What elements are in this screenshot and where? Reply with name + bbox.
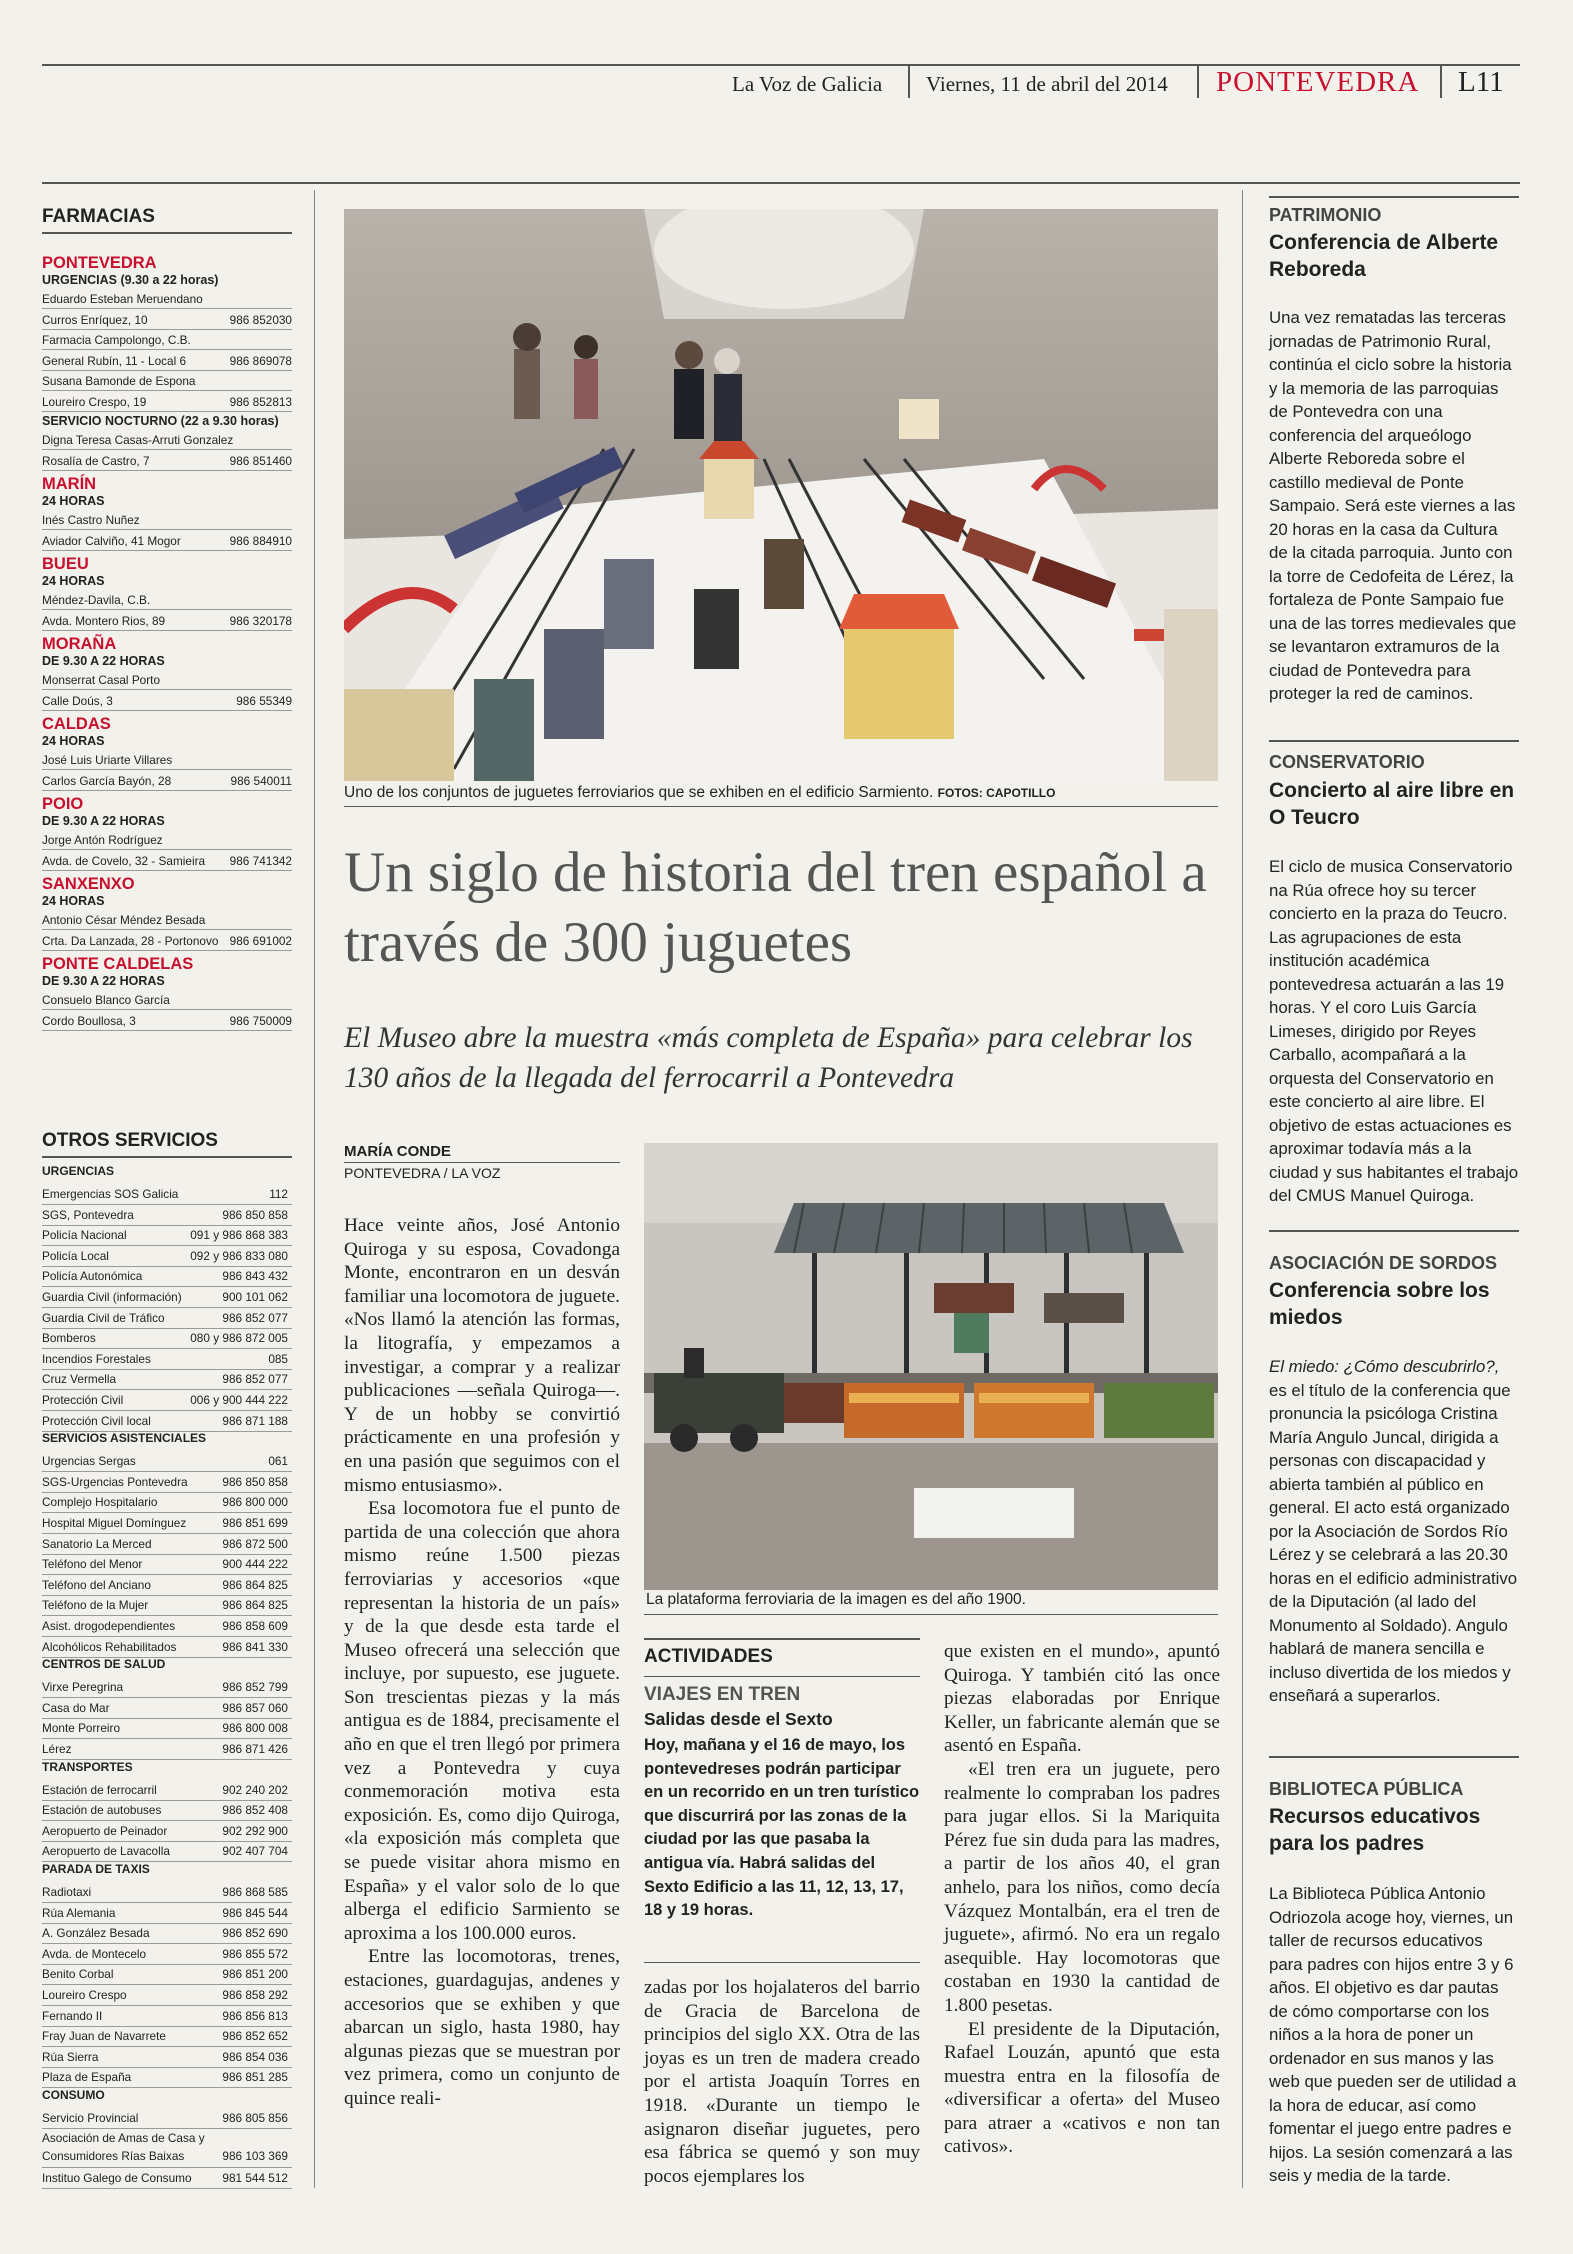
service-row xyxy=(42,1184,292,1205)
service-phone: 902 407 704 xyxy=(222,1844,288,1859)
service-name: Alcohólicos Rehabilitados xyxy=(42,1639,177,1654)
service-phone: 986 852 652 xyxy=(222,2029,288,2044)
pharmacy-hours-label: DE 9.30 A 22 HORAS xyxy=(42,974,165,988)
service-name: Protección Civil xyxy=(42,1393,124,1407)
service-row xyxy=(42,1903,292,1924)
brief-separator xyxy=(1269,1230,1519,1232)
pharmacy-row-phone: 986 320178 xyxy=(229,613,292,628)
pharmacy-row-text: General Rubín, 11 - Local 6 xyxy=(42,353,187,368)
service-name: Hospital Miguel Domínguez xyxy=(42,1516,187,1530)
sidebox-subtitle: Salidas desde el Sexto xyxy=(644,1709,833,1729)
service-row xyxy=(42,1287,292,1308)
service-phone: 986 855 572 xyxy=(222,1946,288,1961)
pharmacy-row-phone: 986 691002 xyxy=(229,933,292,948)
service-name: Guardia Civil (información) xyxy=(42,1290,182,1304)
column-separator xyxy=(314,190,315,2188)
brief-headline-conservatorio: Concierto al aire libre en O Teucro xyxy=(1269,779,1515,829)
pharmacy-row-text: Farmacia Campolongo, C.B. xyxy=(42,333,191,347)
pharmacy-row-text: Inés Castro Nuñez xyxy=(42,513,140,527)
service-name: Policía Autonómica xyxy=(42,1269,143,1284)
service-row xyxy=(42,1616,292,1637)
pharmacy-row-text: Rosalía de Castro, 7 xyxy=(42,453,150,468)
caption-rule xyxy=(644,1614,1218,1615)
services-title: OTROS SERVICIOS xyxy=(42,1130,218,1151)
service-row xyxy=(42,2129,292,2168)
pharmacy-row-phone: 986 540011 xyxy=(230,773,292,788)
service-row xyxy=(42,1841,292,1862)
service-row xyxy=(42,2067,292,2088)
pharmacy-row xyxy=(42,332,292,350)
service-phone: 986 800 000 xyxy=(222,1495,288,1510)
service-row xyxy=(42,1492,292,1513)
service-name: Estación de autobuses xyxy=(42,1803,162,1818)
pharmacy-row xyxy=(42,312,292,330)
article-author: MARÍA CONDE xyxy=(344,1143,451,1160)
pharmacy-hours-label: SERVICIO NOCTURNO (22 a 9.30 horas) xyxy=(42,414,279,428)
pharmacy-row-text: Jorge Antón Rodríguez xyxy=(42,833,163,847)
photo1-caption xyxy=(344,784,1055,802)
services-category: CONSUMO xyxy=(42,2088,105,2102)
article-paragraph: Esa locomotora fue el punto de partida de una colección que ahora mismo reúne 1.500 piezas ferroviarias y accesorios «que representan la historia de un país» y de la que desde esta tarde el Museo ofrecerá una selección que incluye, por supuesto, ese juguete. Son trescientas piezas y la más antigua es de 1884, precisamente el año en que el tren llegó por primera vez a Pontevedra y cuya conmemoración motiva esta exposición. Es, como dijo Quiroga, «la exposición más completa que se puede visitar ahora mismo en España» y el valor solo de lo que alberga el edificio Sarmiento se aproxima a los 100.000 euros. xyxy=(344,1498,620,1944)
services-category: SERVICIOS ASISTENCIALES xyxy=(42,1431,207,1446)
pharmacy-row-text: Antonio César Méndez Besada xyxy=(42,913,206,927)
service-phone: 986 868 585 xyxy=(222,1885,288,1899)
header-divider xyxy=(908,66,910,98)
pharmacy-row-text: José Luis Uriarte Villares xyxy=(42,753,173,767)
article-headline: Un siglo de historia del tren español a través de 300 juguetes xyxy=(344,841,1207,974)
toy-train-exhibit-photo xyxy=(344,209,1218,781)
service-row xyxy=(42,1575,292,1596)
pharmacy-row xyxy=(42,512,292,530)
service-phone: 092 y 986 833 080 xyxy=(190,1248,288,1263)
pharmacy-row-text: Digna Teresa Casas-Arruti Gonzalez xyxy=(42,433,234,447)
article-paragraph: Hace veinte años, José Antonio Quiroga y su esposa, Covadonga Monte, encontraron en un desván familiar una locomotora de juguete. «Nos llamó la atención las formas, la litografía, y empezamos a investigar, a comprar y a realizar publicaciones —señala Quiroga—. Y de un hobby se convirtió prácticamente en una profesión y en una pasión que seguimos con el mismo entusiasmo». xyxy=(344,1215,620,1496)
pharmacy-row xyxy=(42,592,292,610)
photo1-caption-text: Uno de los conjuntos de juguetes ferroviarios que se exhiben en el edificio Sarmiento. xyxy=(344,784,934,801)
photo-credit: FOTOS: CAPOTILLO xyxy=(937,786,1056,800)
service-phone: 986 856 813 xyxy=(222,2008,288,2023)
pharmacy-row-phone: 986 884910 xyxy=(229,533,292,548)
brief-headline-biblioteca: Recursos educativos para los padres xyxy=(1269,1805,1481,1855)
service-phone: 986 843 432 xyxy=(222,1269,288,1284)
service-name: Cruz Vermella xyxy=(42,1372,117,1387)
article-subheadline: El Museo abre la muestra «más completa de España» para celebrar los 130 años de la llegada del ferrocarril a Pontevedra xyxy=(344,1022,1193,1094)
service-name: Benito Corbal xyxy=(42,1967,114,1982)
service-row xyxy=(42,1964,292,1985)
pharmacy-row-phone: 986 741342 xyxy=(229,853,292,868)
pharmacy-row xyxy=(42,432,292,450)
service-row xyxy=(42,1923,292,1944)
right-top-rule xyxy=(1269,196,1519,198)
service-row xyxy=(42,1698,292,1719)
pharmacy-hours-label: 24 HORAS xyxy=(42,734,105,748)
service-name: Virxe Peregrina xyxy=(42,1680,124,1695)
service-name: Rúa Sierra xyxy=(42,2049,99,2064)
pharmacy-row xyxy=(42,291,292,309)
service-row xyxy=(42,1882,292,1903)
pharmacy-row-text: Consuelo Blanco García xyxy=(42,993,170,1007)
service-name: Guardia Civil de Tráfico xyxy=(42,1310,165,1325)
header-divider xyxy=(1440,66,1442,98)
service-row xyxy=(42,1637,292,1658)
service-name: Policía Local xyxy=(42,1248,109,1263)
brief-headline-sordos: Conferencia sobre los miedos xyxy=(1269,1279,1490,1329)
service-row xyxy=(42,1554,292,1575)
pharmacy-row xyxy=(42,1013,292,1031)
pharmacy-town: POIO xyxy=(42,795,84,813)
article-place: PONTEVEDRA / LA VOZ xyxy=(344,1165,501,1181)
article-paragraph: «El tren era un juguete, pero realmente lo compraban los padres para jugar ellos. Si la Mariquita Pérez fue sin duda para las madres, a partir de los años 40, el gran anhelo, para los niños, como decía Vázquez Montalbán, era el tren de juguete», afirmó. No era un regalo asequible. Hay locomotoras que costaban en 1930 la cantidad de 1.800 pesetas. xyxy=(944,1758,1220,2016)
pharmacy-row xyxy=(42,353,292,371)
pharmacy-row-text: Susana Bamonde de Espona xyxy=(42,374,196,388)
article-column-3 xyxy=(944,1640,1220,2159)
service-phone: 986 871 188 xyxy=(222,1413,288,1428)
service-name: Casa do Mar xyxy=(42,1700,110,1715)
service-row xyxy=(42,1739,292,1760)
service-phone: 986 800 008 xyxy=(222,1721,288,1736)
brief-kicker-biblioteca: BIBLIOTECA PÚBLICA xyxy=(1269,1779,1464,1799)
brief-text-conservatorio: El ciclo de musica Conservatorio na Rúa ofrece hoy su tercer concierto en la praza do Teucro. Las agrupaciones de esta institución académica pontevedresa actuarán a las 19 horas. Y el coro Luis García Limeses, dirigido por Reyes Carballo, acompañará a la orquesta del Conservatorio en este concierto al aire libre. El objetivo de estas actuaciones es aproximar todavía más a la ciudad y sus habitantes el trabajo del CMUS Manuel Quiroga. xyxy=(1269,857,1519,1205)
services-title-rule xyxy=(42,1156,292,1158)
service-phone: 986 852 690 xyxy=(222,1926,288,1941)
pharmacy-row-text: Carlos García Bayón, 28 xyxy=(42,773,172,788)
service-row xyxy=(42,1328,292,1349)
article-paragraph: zadas por los hojalateros del barrio de Gracia de Barcelona de principios del siglo XX. Otra de las joyas es un tren de madera creado por el artista Joaquín Torres en 1918. «Durante un tiempo le asignaron diseñar juguetes, pero esa fábrica se quemó y son muy pocos ejemplares los xyxy=(644,1977,920,2187)
service-name: Monte Porreiro xyxy=(42,1721,121,1736)
service-name: Estación de ferrocarril xyxy=(42,1782,157,1797)
service-name: Urgencias Sergas xyxy=(42,1454,136,1469)
service-row xyxy=(42,1718,292,1739)
service-row xyxy=(42,1349,292,1370)
author-rule xyxy=(344,1162,620,1163)
service-phone: 986 805 856 xyxy=(222,2111,288,2125)
service-name: Teléfono del Anciano xyxy=(42,1577,151,1592)
brief-headline-patrimonio: Conferencia de Alberte Reboreda xyxy=(1269,231,1499,281)
newspaper-name: La Voz de Galicia xyxy=(732,72,883,96)
brief-separator xyxy=(1269,740,1519,742)
pharmacy-town: MORAÑA xyxy=(42,635,117,653)
service-row xyxy=(42,1369,292,1390)
pharmacy-row-phone: 986 55349 xyxy=(236,693,292,708)
article-paragraph: que existen en el mundo», apuntó Quiroga. Y también citó las once piezas elaboradas por Enrique Keller, un fabricante alemán que se asentó en España. xyxy=(944,1641,1220,1757)
service-phone: 112 xyxy=(269,1187,288,1201)
pharmacy-town: PONTEVEDRA xyxy=(42,254,157,272)
service-row xyxy=(42,1800,292,1821)
pharmacy-row-phone: 986 869078 xyxy=(229,353,292,368)
pharmacies-title-rule xyxy=(42,232,292,234)
pharmacy-row-phone: 986 852030 xyxy=(229,312,292,327)
service-row xyxy=(42,1266,292,1287)
brief-text-patrimonio: Una vez rematadas las terceras jornadas de Patrimonio Rural, continúa el ciclo sobre la historia y la memoria de las parroquias de Pontevedra con una conferencia del arqueólogo Alberte Reboreda sobre el castillo medieval de Ponte Sampaio. Será este viernes a las 20 horas en la casa da Cultura de la citada parroquia. Junto con la torre de Cedofeita de Lérez, la fortaleza de Ponte Sampaio fue una de las torres medievales que se levantaron extramuros de la ciudad de Pontevedra para proteger la red de caminos. xyxy=(1269,308,1517,703)
service-row xyxy=(42,2108,292,2129)
brief-kicker-sordos: ASOCIACIÓN DE SORDOS xyxy=(1269,1253,1498,1273)
column-separator xyxy=(1242,190,1243,2188)
service-phone: 080 y 986 872 005 xyxy=(190,1331,288,1346)
service-name: Rúa Alemania xyxy=(42,1905,116,1920)
pharmacy-town: PONTE CALDELAS xyxy=(42,955,194,973)
service-row xyxy=(42,2026,292,2047)
service-phone: 986 851 285 xyxy=(222,2070,288,2085)
issue-date: Viernes, 11 de abril del 2014 xyxy=(926,72,1168,96)
service-phone: 986 845 544 xyxy=(222,1905,288,1920)
pharmacy-town: MARÍN xyxy=(42,475,97,493)
sidebox-text: Hoy, mañana y el 16 de mayo, los pontevedreses podrán participar en un recorrido en un tren turístico que discurrirá por las zonas de la ciudad por las que pasaba la antigua vía. Habrá salidas del Sexto Edificio a las 11, 12, 13, 17, 18 y 19 horas. xyxy=(644,1736,920,1920)
sidebox-title: VIAJES EN TREN xyxy=(644,1684,801,1705)
article-paragraph: Entre las locomotoras, trenes, estaciones, guardagujas, andenes y accesorios que se exhiben y que abarcan un siglo, hasta 1980, hay algunas piezas que se muestran por vez primera, como un conjunto de quince reali- xyxy=(344,1946,620,2109)
pharmacy-row-text: Crta. Da Lanzada, 28 - Portonovo xyxy=(42,933,219,948)
service-row xyxy=(42,1534,292,1555)
pharmacy-row xyxy=(42,832,292,850)
article-paragraph: El presidente de la Diputación, Rafael Louzán, apuntó que esta muestra entra en la filosofía de «diversificar a oferta» del Museo para atraer a «cativos e non tan cativos». xyxy=(944,2018,1220,2158)
pharmacy-row xyxy=(42,853,292,871)
service-phone: 986 850 858 xyxy=(222,1207,288,1222)
service-name: SGS-Urgencias Pontevedra xyxy=(42,1474,188,1489)
brief-text-sordos-body: es el título de la conferencia que pronuncia la psicóloga Cristina María Angulo Juncal, dirigida a personas con discapacidad y abierta también al público en general. El acto está organizado por la Asociación de Sordos Río Lérez y se celebrará a las 20.30 horas en el edificio administrativo de la Diputación (al lado del Monumento al Soldado). Angulo hablará de manera sencilla e incluso divertida de los miedos y enseñará a superarlos. xyxy=(1269,1380,1518,1705)
article-column-2 xyxy=(644,1976,920,2188)
caption-rule xyxy=(344,806,1218,807)
service-row xyxy=(42,2006,292,2027)
service-row xyxy=(42,1246,292,1267)
service-name: Aeropuerto de Peinador xyxy=(42,1823,168,1838)
sidebox-kicker-rule xyxy=(644,1676,920,1677)
service-name: Sanatorio La Merced xyxy=(42,1536,152,1551)
service-phone: 986 103 369 xyxy=(222,2148,288,2163)
service-name: Bomberos xyxy=(42,1331,96,1346)
header-bottom-rule xyxy=(42,182,1520,184)
service-phone: 986 858 292 xyxy=(222,1988,288,2002)
pharmacy-row-phone: 986 750009 xyxy=(229,1013,292,1028)
pharmacy-hours-label: 24 HORAS xyxy=(42,574,105,588)
railway-platform-photo xyxy=(644,1143,1218,1590)
service-name: Plaza de España xyxy=(42,2070,132,2085)
pharmacy-row-phone: 986 852813 xyxy=(229,394,292,409)
service-row xyxy=(42,1780,292,1801)
service-row xyxy=(42,2168,292,2189)
pharmacy-row-text: Eduardo Esteban Meruendano xyxy=(42,292,203,306)
service-phone: 986 864 825 xyxy=(222,1577,288,1592)
pharmacy-row-text: Aviador Calviño, 41 Mogor xyxy=(42,533,181,548)
service-phone: 986 851 200 xyxy=(222,1967,288,1982)
sidebox-kicker: ACTIVIDADES xyxy=(644,1646,773,1667)
service-phone: 986 852 077 xyxy=(222,1372,288,1387)
service-row xyxy=(42,2047,292,2068)
service-phone: 986 857 060 xyxy=(222,1700,288,1715)
pharmacy-row xyxy=(42,533,292,551)
pharmacy-row-text: Avda. Montero Rios, 89 xyxy=(42,613,166,628)
pharmacy-row-text: Méndez-Davila, C.B. xyxy=(42,593,151,607)
pharmacy-row-phone: 986 851460 xyxy=(229,453,292,468)
page-number: L11 xyxy=(1458,66,1504,98)
brief-kicker-patrimonio: PATRIMONIO xyxy=(1269,205,1382,225)
service-row xyxy=(42,1308,292,1329)
service-phone: 986 858 609 xyxy=(222,1619,288,1633)
service-phone: 986 872 500 xyxy=(222,1536,288,1551)
service-name: Lérez xyxy=(42,1742,72,1756)
pharmacy-row xyxy=(42,773,292,791)
services-category: URGENCIAS xyxy=(42,1164,115,1178)
service-phone: 061 xyxy=(268,1454,288,1469)
service-phone: 986 871 426 xyxy=(222,1742,288,1756)
service-name: Radiotaxi xyxy=(42,1885,92,1899)
service-row xyxy=(42,1677,292,1698)
service-phone: 986 852 799 xyxy=(222,1680,288,1695)
pharmacy-row xyxy=(42,394,292,412)
toy-train-exhibit-illustration xyxy=(344,209,1218,781)
pharmacy-row xyxy=(42,752,292,770)
service-name: Fray Juan de Navarrete xyxy=(42,2029,166,2044)
pharmacy-row xyxy=(42,672,292,690)
pharmacy-row xyxy=(42,992,292,1010)
service-row xyxy=(42,1513,292,1534)
pharmacy-row-text: Loureiro Crespo, 19 xyxy=(42,394,147,409)
pharmacy-row-text: Cordo Boullosa, 3 xyxy=(42,1013,136,1028)
pharmacy-row xyxy=(42,453,292,471)
pharmacy-row-text: Avda. de Covelo, 32 - Samieira xyxy=(42,853,206,868)
pharmacy-hours-label: 24 HORAS xyxy=(42,494,105,508)
pharmacy-hours-label: DE 9.30 A 22 HORAS xyxy=(42,654,165,668)
service-phone: 902 240 202 xyxy=(222,1782,288,1797)
sidebox-top-rule xyxy=(644,1638,920,1640)
header-divider xyxy=(1197,66,1199,98)
service-phone: 900 444 222 xyxy=(222,1557,288,1572)
service-name: A. González Besada xyxy=(42,1926,150,1941)
service-row xyxy=(42,1205,292,1226)
sidebox-bottom-rule xyxy=(644,1962,920,1963)
pharmacy-hours-label: 24 HORAS xyxy=(42,894,105,908)
railway-platform-illustration xyxy=(644,1143,1218,1590)
service-phone: 986 852 408 xyxy=(222,1803,288,1818)
pharmacy-town: CALDAS xyxy=(42,715,111,733)
service-row xyxy=(42,1985,292,2006)
service-name: Policía Nacional xyxy=(42,1228,127,1243)
article-column-1 xyxy=(344,1214,620,2111)
service-row xyxy=(42,1821,292,1842)
service-name: Avda. de Montecelo xyxy=(42,1946,147,1961)
brief-lead-italic: El miedo: ¿Cómo descubrirlo?, xyxy=(1269,1357,1500,1376)
service-row xyxy=(42,1225,292,1246)
services-category: PARADA DE TAXIS xyxy=(42,1862,150,1876)
section-name: PONTEVEDRA xyxy=(1216,66,1420,98)
service-phone: 902 292 900 xyxy=(222,1823,288,1838)
pharmacy-row xyxy=(42,373,292,391)
service-phone: 006 y 900 444 222 xyxy=(190,1393,288,1407)
service-name: Complejo Hospitalario xyxy=(42,1495,158,1510)
pharmacy-row-text: Calle Doús, 3 xyxy=(42,693,113,708)
brief-text-sordos xyxy=(1269,1355,1519,1708)
service-name: Asociación de Amas de Casa y Consumidores Rías Baixas xyxy=(42,2130,205,2163)
service-name: Protección Civil local xyxy=(42,1413,151,1428)
service-phone: 091 y 986 868 383 xyxy=(190,1228,288,1243)
service-name: Teléfono de la Mujer xyxy=(42,1598,149,1613)
pharmacy-town: BUEU xyxy=(42,555,89,573)
service-phone: 981 544 512 xyxy=(222,2170,288,2185)
service-name: Emergencias SOS Galicia xyxy=(42,1187,179,1201)
service-name: Aeropuerto de Lavacolla xyxy=(42,1844,170,1859)
service-row xyxy=(42,1451,292,1472)
service-row xyxy=(42,1390,292,1411)
service-phone: 986 850 858 xyxy=(222,1474,288,1489)
pharmacy-row xyxy=(42,693,292,711)
service-name: Incendios Forestales xyxy=(42,1351,151,1366)
services-category: TRANSPORTES xyxy=(42,1759,133,1774)
services-category: CENTROS DE SALUD xyxy=(42,1657,166,1672)
pharmacy-town: SANXENXO xyxy=(42,875,135,893)
service-phone: 986 841 330 xyxy=(222,1639,288,1654)
service-phone: 900 101 062 xyxy=(222,1290,288,1304)
pharmacy-hours-label: DE 9.30 A 22 HORAS xyxy=(42,814,165,828)
service-row xyxy=(42,1595,292,1616)
photo2-caption: La plataforma ferroviaria de la imagen es del año 1900. xyxy=(646,1591,1026,1608)
service-row xyxy=(42,1472,292,1493)
service-phone: 986 852 077 xyxy=(222,1310,288,1325)
service-name: Fernando II xyxy=(42,2008,103,2023)
pharmacy-row xyxy=(42,613,292,631)
pharmacy-row xyxy=(42,933,292,951)
pharmacy-hours-label: URGENCIAS (9.30 a 22 horas) xyxy=(42,273,219,287)
service-phone: 986 864 825 xyxy=(222,1598,288,1613)
brief-text-biblioteca: La Biblioteca Pública Antonio Odriozola acoge hoy, viernes, un taller de recursos educativos para padres con hijos entre 3 y 6 años. El objetivo es dar pautas de cómo comportarse con los niños a la hora de poner un ordenador en sus manos y las web que pueden ser de utilidad a la hora de educar, así como fomentar el juego entre padres e hijos. La sesión comenzará a las seis y media de la tarde. xyxy=(1269,1884,1517,2185)
pharmacy-row-text: Monserrat Casal Porto xyxy=(42,673,161,687)
pharmacy-row xyxy=(42,912,292,930)
service-name: Loureiro Crespo xyxy=(42,1988,127,2002)
service-name: Teléfono del Menor xyxy=(42,1557,143,1572)
brief-separator xyxy=(1269,1756,1519,1758)
pharmacy-row-text: Curros Enríquez, 10 xyxy=(42,312,148,327)
service-row xyxy=(42,1944,292,1965)
service-phone: 986 851 699 xyxy=(222,1516,288,1530)
service-row xyxy=(42,1411,292,1432)
brief-kicker-conservatorio: CONSERVATORIO xyxy=(1269,752,1425,772)
service-phone: 085 xyxy=(268,1351,288,1366)
service-name: Servicio Provincial xyxy=(42,2111,139,2125)
service-name: Instituo Galego de Consumo xyxy=(42,2170,192,2185)
pharmacies-title: FARMACIAS xyxy=(42,206,155,227)
service-name: SGS, Pontevedra xyxy=(42,1207,134,1222)
service-name: Asist. drogodependientes xyxy=(42,1619,176,1633)
service-phone: 986 854 036 xyxy=(222,2049,288,2064)
